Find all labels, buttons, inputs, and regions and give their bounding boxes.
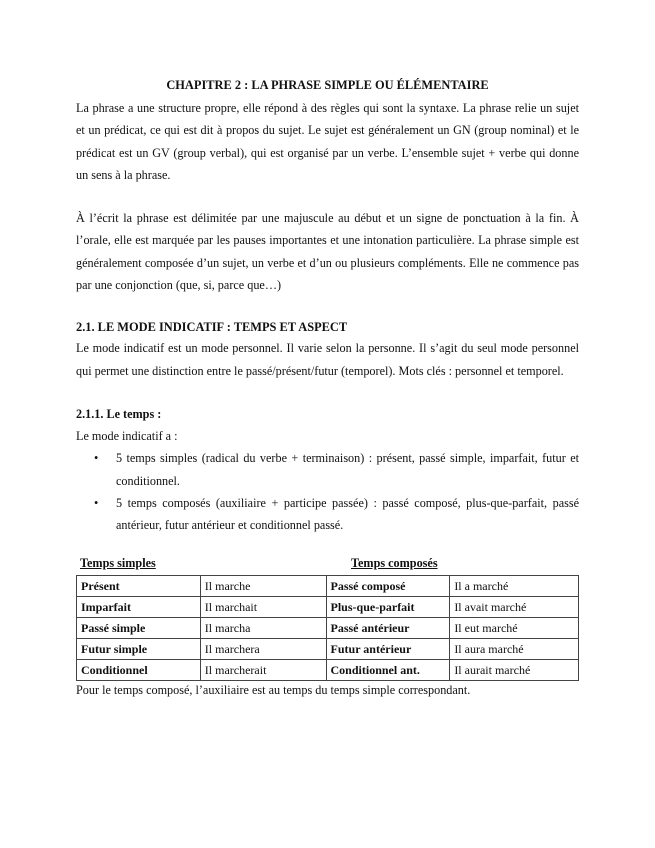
simple-tense-name: Présent [77, 576, 201, 597]
table-row [77, 639, 579, 660]
chapter-title: CHAPITRE 2 : LA PHRASE SIMPLE OU ÉLÉMENTAIRE [166, 78, 489, 92]
table-row [77, 597, 579, 618]
compound-tense-example: Il aurait marché [450, 660, 579, 681]
paragraph-gap [76, 186, 579, 207]
compound-tense-example: Il a marché [450, 576, 579, 597]
table-note: Pour le temps composé, l’auxiliaire est au temps du temps simple correspondant. [76, 683, 471, 698]
table-headings [76, 556, 579, 574]
simple-tense-example: Il marcherait [200, 660, 326, 681]
subsection-intro: Le mode indicatif a : [76, 428, 178, 443]
compound-tense-name: Passé composé [326, 576, 450, 597]
simple-tense-name: Conditionnel [77, 660, 201, 681]
simple-tense-example: Il marchera [200, 639, 326, 660]
compound-tenses-heading: Temps composés [351, 556, 438, 571]
section-heading: 2.1. LE MODE INDICATIF : TEMPS ET ASPECT [76, 320, 348, 335]
table-row [77, 576, 579, 597]
compound-tense-example: Il aura marché [450, 639, 579, 660]
simple-tense-name: Futur simple [77, 639, 201, 660]
compound-tense-name: Plus-que-parfait [326, 597, 450, 618]
simple-tense-example: Il marchait [200, 597, 326, 618]
compound-tense-name: Passé antérieur [326, 618, 450, 639]
document-page [76, 76, 579, 698]
simple-tense-example: Il marche [200, 576, 326, 597]
paragraph-punctuation: À l’écrit la phrase est délimitée par une majuscule au début et un signe de ponctuation à la fin. À l’orale, elle est marquée par les pauses importantes et une intonation particulière. La phrase simple est généralement composée d’un sujet, un verbe et d’un ou plusieurs compléments. Elle ne commence pas par une conjonction (que, si, parce que…) [76, 211, 579, 293]
list-item: • 5 temps simples (radical du verbe + terminaison) : présent, passé simple, imparfait, futur et conditionnel. [116, 447, 579, 492]
table-row [77, 618, 579, 639]
list-item: • 5 temps composés (auxiliaire + participe passée) : passé composé, plus-que-parfait, passé antérieur, futur antérieur et conditionnel passé. [116, 492, 579, 537]
compound-tense-name: Conditionnel ant. [326, 660, 450, 681]
paragraph-syntax: La phrase a une structure propre, elle répond à des règles qui sont la syntaxe. La phrase relie un sujet et un prédicat, ce qui est dit à propos du sujet. Le sujet est généralement un GN (group nominal) et le prédicat est un GV (group verbal), qui est organisé par un verbe. L’ensemble sujet + verbe qui donne un sens à la phrase. [76, 101, 579, 182]
paragraph-gap [76, 382, 579, 403]
paragraph-gap [76, 296, 579, 317]
simple-tense-name: Imparfait [77, 597, 201, 618]
tense-table [76, 575, 579, 681]
table-row [77, 660, 579, 681]
tense-list [76, 447, 579, 536]
section-text: Le mode indicatif est un mode personnel. Il varie selon la personne. Il s’agit du seul mode personnel qui permet une distinction entre le passé/présent/futur (temporel). Mots clés : personnel et temporel. [76, 341, 579, 378]
compound-tense-example: Il eut marché [450, 618, 579, 639]
subsection-heading: 2.1.1. Le temps : [76, 406, 162, 421]
simple-tense-name: Passé simple [77, 618, 201, 639]
simple-tenses-heading: Temps simples [80, 556, 156, 571]
compound-tense-name: Futur antérieur [326, 639, 450, 660]
simple-tense-example: Il marcha [200, 618, 326, 639]
compound-tense-example: Il avait marché [450, 597, 579, 618]
